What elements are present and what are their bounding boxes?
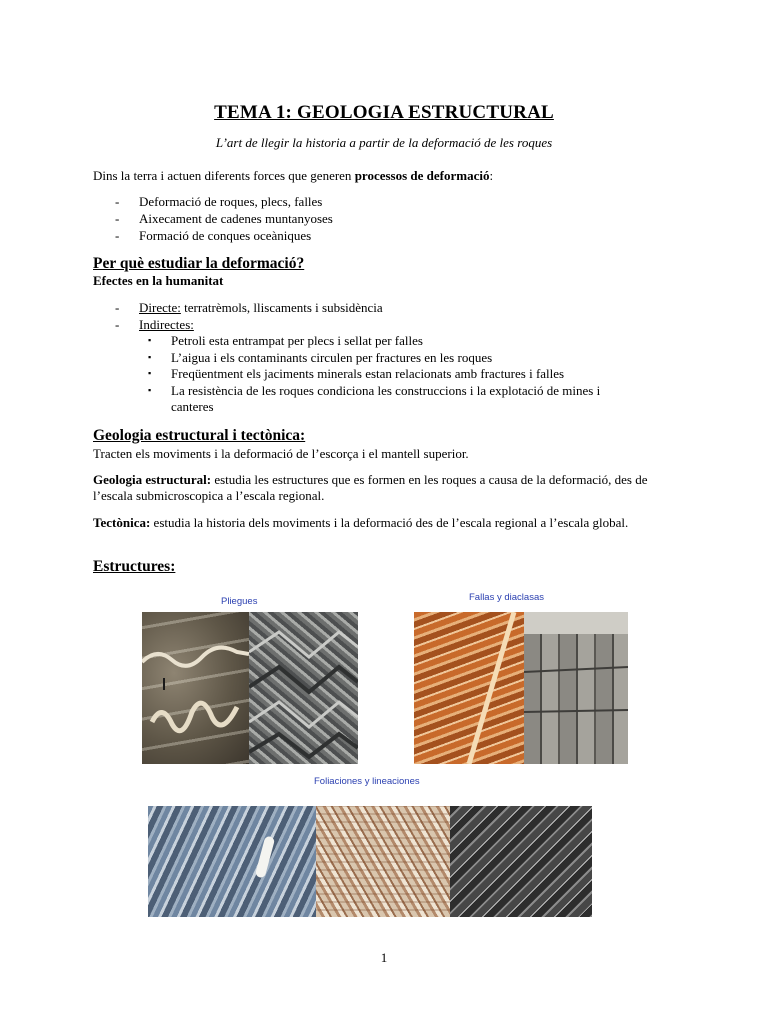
photo-foliation-left <box>148 806 316 917</box>
list-item: ▪ La resistència de les roques condiciona les construccions i la explotació de mines i canteres <box>148 382 601 414</box>
intro-list <box>93 194 333 245</box>
heading-why: Per què estudiar la deformació? <box>93 255 305 272</box>
photo-folds-left <box>142 612 249 764</box>
intro-paragraph <box>93 168 673 184</box>
geology-line: Tracten els moviments i la deformació de l’escorça i el mantell superior. <box>93 446 469 461</box>
photo-joints-right <box>524 612 628 764</box>
dash-bullet: - <box>115 317 120 332</box>
list-item-indirect: - Indirectes: <box>115 317 194 332</box>
photo-folds-right <box>249 612 358 764</box>
photo-foliation-right <box>450 806 592 917</box>
page-title: TEMA 1: GEOLOGIA ESTRUCTURAL <box>214 102 554 123</box>
dash-bullet: - <box>115 194 120 209</box>
square-bullet: ▪ <box>148 351 152 362</box>
list-item: - Formació de conques oceàniques <box>115 228 312 243</box>
intro-bold: processos de deformació <box>354 168 490 183</box>
square-bullet: ▪ <box>148 335 152 345</box>
page-number: 1 <box>380 950 388 965</box>
dash-bullet: - <box>115 211 120 226</box>
geology-definition: Geologia estructural: estudia les estructures que es formen en les roques a causa de la deformació, des de l’escala submicroscopica a l’escala regional. <box>93 472 648 503</box>
list-item: ▪ Freqüentment els jaciments minerals estan relacionats amb fractures i falles <box>148 366 565 381</box>
heading-geology: Geologia estructural i tectònica: <box>93 427 306 444</box>
list-item-direct: - Directe: terratrèmols, lliscaments i subsidència <box>115 300 383 315</box>
indirect-list <box>93 333 641 416</box>
list-item: - Deformació de roques, plecs, falles <box>115 194 323 209</box>
effects-list <box>93 300 383 334</box>
photo-fault-left <box>414 612 524 764</box>
dash-bullet: - <box>115 228 120 243</box>
dash-bullet: - <box>115 300 120 315</box>
caption-fallas: Fallas y diaclasas <box>469 592 544 603</box>
photo-foliation-middle <box>316 806 450 917</box>
list-item: ▪ Petroli esta entrampat per plecs i sellat per falles <box>148 333 423 348</box>
heading-structures: Estructures: <box>93 558 176 575</box>
caption-pliegues: Pliegues <box>221 596 258 607</box>
square-bullet: ▪ <box>148 384 152 395</box>
intro-text: Dins la terra i actuen diferents forces que generen <box>93 168 355 183</box>
list-item: - Aixecament de cadenes muntanyoses <box>115 211 333 226</box>
subheading-effects: Efectes en la humanitat <box>93 273 224 288</box>
page-subtitle: L’art de llegir la historia a partir de la deformació de les roques <box>215 135 553 150</box>
caption-foliaciones: Foliaciones y lineaciones <box>314 776 420 787</box>
intro-colon: : <box>489 168 494 183</box>
list-item: ▪ L’aigua i els contaminants circulen per fractures en les roques <box>148 349 493 365</box>
tectonics-definition: Tectònica: estudia la historia dels moviments i la deformació des de l’escala regional a l’escala global. <box>93 515 629 530</box>
square-bullet: ▪ <box>148 368 152 378</box>
